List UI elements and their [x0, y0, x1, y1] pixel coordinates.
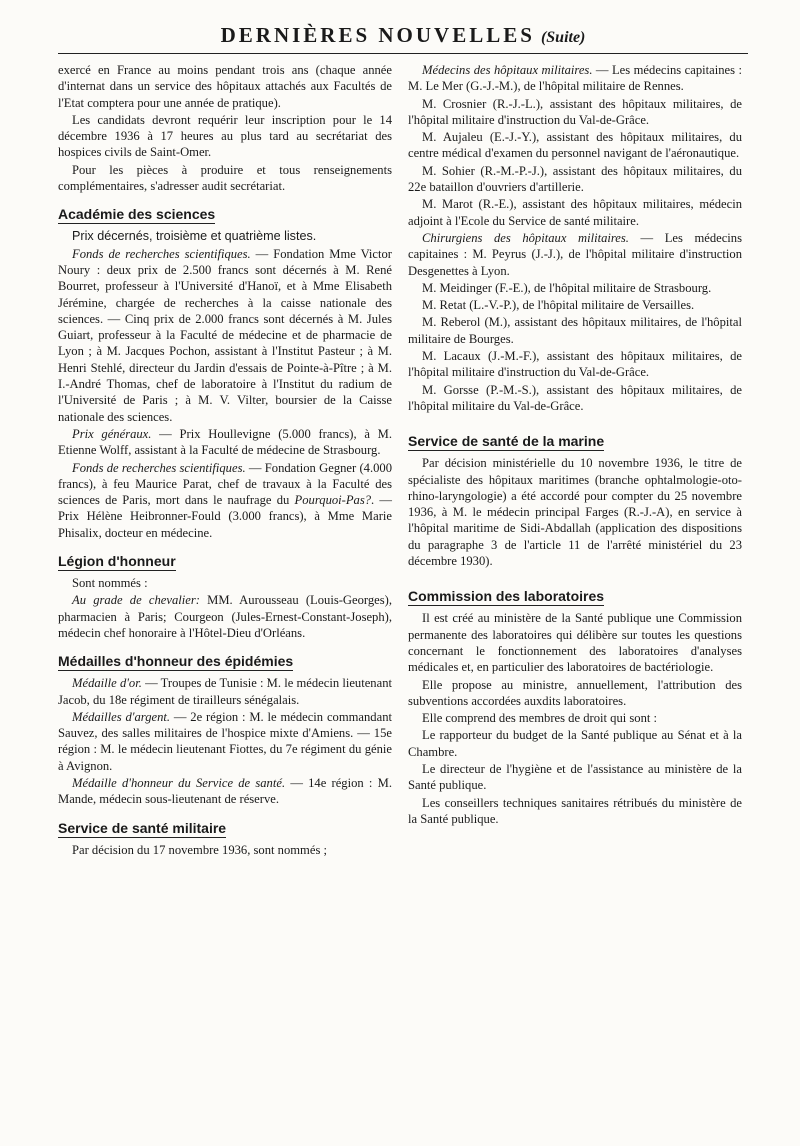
paragraph: Chirurgiens des hôpitaux militaires. — Les médecins capitaines : M. Peyrus (J.-J.), de l'hôpital militaire d'instruction Desgenettes à Lyon.	[408, 230, 742, 278]
paragraph: Au grade de chevalier: MM. Aurousseau (Louis-Georges), pharmacien à Paris; Courgeon (Jules-Ernest-Constant-Joseph), médecin chef honoraire à l'Hôtel-Dieu d'Orléans.	[58, 593, 392, 640]
paragraph: Fonds de recherches scientifiques. — Fondation Mme Victor Noury : deux prix de 2.500 francs sont décernés à M. René Bourret, professeur à l'Université d'Hanoï, et à Mme Elisabeth Jérémine, chargée de recherches à la caisse nationale des sciences. — Cinq prix de 2.000 francs sont décernés à M. Jules Guiart, professeur à la Faculté de médecine et de pharmacie de Lyon ; à M. Jacques Pochon, assistant à l'Institut Pasteur ; à M. Henri Stehlé, directeur du Jardin d'essais de Pointe-à-Pître ; à M. I.-André Thomas, chef de laboratoire à l'Institut du radium de l'Université de Paris ; à M. V. Vilter, boursier de la Caisse nationale des sciences.	[58, 246, 392, 424]
paragraph: M. Marot (R.-E.), assistant des hôpitaux militaires, médecin adjoint à l'Ecole du Service de santé militaire.	[408, 197, 742, 228]
paragraph: Fonds de recherches scientifiques. — Fondation Gegner (4.000 francs), à feu Maurice Parat, chef de travaux à la Faculté des sciences de Paris, mort dans le naufrage du Pourquoi-Pas?. — Prix Hélène Heibronner-Fould (3.000 francs), à Mme Marie Phisalix, docteur en médecine.	[58, 460, 393, 540]
paragraph: Elle comprend des membres de droit qui sont :	[422, 711, 658, 726]
paragraph: Prix généraux. — Prix Houllevigne (5.000 francs), à M. Etienne Wolff, assistant à la Faculté de médecine de Strasbourg.	[58, 426, 392, 458]
section-heading-academie: Académie des sciences	[58, 206, 216, 223]
paragraph: Médaille d'or. — Troupes de Tunisie : M. le médecin lieutenant Jacob, du 18e régiment de tirailleurs sénégalais.	[58, 676, 392, 707]
paragraph: exercé en France au moins pendant trois ans (chaque année d'internat dans un service des hôpitaux attachés aux Facultés de l'Etat comptera pour une année de pratique).	[58, 63, 392, 110]
header-suite: (Suite)	[540, 29, 586, 46]
paragraph: Médailles d'argent. — 2e région : M. le médecin commandant Sauvez, des salles militaires de l'hospice mixte d'Amiens. — 15e région : M. le médecin lieutenant Fiottes, du 7e régiment du génie à Avignon.	[58, 709, 392, 773]
paragraph: M. Aujaleu (E.-J.-Y.), assistant des hôpitaux militaires, du centre médical d'examen du personnel navigant de l'aéronautique.	[408, 130, 742, 161]
paragraph: M. Sohier (R.-M.-P.-J.), assistant des hôpitaux militaires, du 22e bataillon d'ouvriers d'artillerie.	[408, 163, 742, 195]
page-header	[58, 22, 748, 54]
left-column	[58, 62, 392, 858]
header-title: DERNIÈRES NOUVELLES	[220, 23, 535, 47]
paragraph: Médecins des hôpitaux militaires. — Les médecins capitaines : M. Le Mer (G.-J.-M.), de l'hôpital militaire de Rennes.	[408, 63, 742, 94]
paragraph: Par décision du 17 novembre 1936, sont nommés ;	[72, 842, 327, 857]
section-heading-commission: Commission des laboratoires	[408, 588, 605, 605]
paragraph: Le rapporteur du budget de la Santé publique au Sénat et à la Chambre.	[408, 728, 742, 759]
paragraph: M. Retat (L.-V.-P.), de l'hôpital militaire de Versailles.	[422, 298, 695, 313]
paragraph: M. Lacaux (J.-M.-F.), assistant des hôpitaux militaires, de l'hôpital militaire d'instruction du Val-de-Grâce.	[408, 349, 742, 380]
paragraph: Les conseillers techniques sanitaires rétribués du ministère de la Santé publique.	[408, 795, 742, 826]
section-heading-legion: Légion d'honneur	[58, 553, 176, 570]
paragraph: Elle propose au ministre, annuellement, l'attribution des subventions accordées auxdits laboratoires.	[408, 677, 742, 708]
paragraph: Médaille d'honneur du Service de santé. — 14e région : M. Mande, médecin sous-lieutenant de réserve.	[58, 775, 392, 807]
paragraph: Par décision ministérielle du 10 novembre 1936, le titre de spécialiste des hôpitaux maritimes (branche ophtalmologie-oto-rhino-laryngologie) a été accordé pour compter du 25 novembre 1936, à M. le médecin principal Farges (R.-J.-A), en service à l'hôpital maritime de Sidi-Abdallah (application des dispositions du paragraphe 3 de l'article 11 de l'arrêté ministériel du 23 décembre 1930).	[408, 456, 742, 569]
paragraph: Pour les pièces à produire et tous renseignements complémentaires, s'adresser audit secrétariat.	[58, 162, 392, 194]
section-heading-medailles: Médailles d'honneur des épidémies	[58, 653, 294, 670]
paragraph: Prix décernés, troisième et quatrième listes.	[72, 229, 317, 244]
paragraph: Sont nommés :	[72, 576, 148, 591]
paragraph: M. Meidinger (F.-E.), de l'hôpital militaire de Strasbourg.	[422, 280, 712, 295]
paragraph: M. Gorsse (P.-M.-S.), assistant des hôpitaux militaires, de l'hôpital militaire du Val-de-Grâce.	[408, 382, 742, 413]
paragraph: Le directeur de l'hygiène et de l'assistance au ministère de la Santé publique.	[408, 761, 742, 793]
paragraph: Les candidats devront requérir leur inscription pour le 14 décembre 1936 à 17 heures au plus tard au secrétariat des hospices civils de Saint-Omer.	[58, 112, 392, 160]
paragraph: Il est créé au ministère de la Santé publique une Commission permanente des laboratoires qui délibère sur toutes les questions concernant le fonctionnement des laboratoires d'analyses médicales et, en particulier des laboratoires de bactériologie.	[408, 611, 742, 675]
paragraph: M. Reberol (M.), assistant des hôpitaux militaires, de l'hôpital militaire de Bourges.	[408, 315, 742, 346]
section-heading-marine: Service de santé de la marine	[408, 433, 605, 450]
section-heading-militaire: Service de santé militaire	[58, 819, 227, 836]
paragraph: M. Crosnier (R.-J.-L.), assistant des hôpitaux militaires, de l'hôpital militaire d'instruction du Val-de-Grâce.	[408, 96, 742, 127]
right-column	[408, 62, 742, 827]
